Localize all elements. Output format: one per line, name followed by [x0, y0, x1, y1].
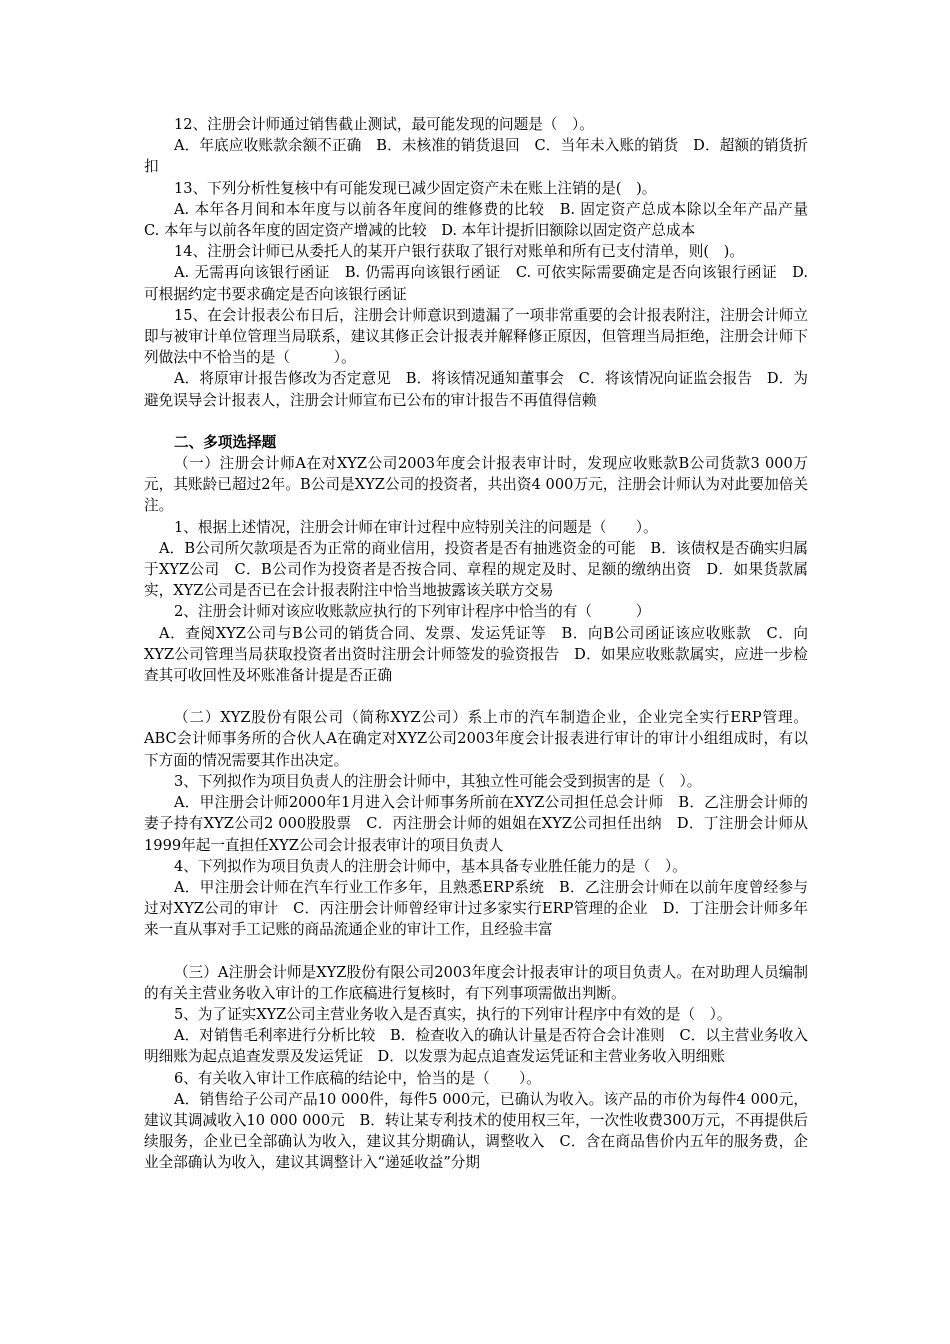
paragraph: （二）XYZ股份有限公司（简称XYZ公司）系上市的汽车制造企业，企业完全实行ERP管理。ABC会计师事务所的合伙人A在确定对XYZ公司2003年度会计报表进行审计的审计小组组成时，有以下方面的情况需要其作出决定。 — [144, 709, 808, 769]
paragraph: A．甲注册会计师2000年1月进入会计师事务所前在XYZ公司担任总会计师 B．乙注册会计师的妻子持有XYZ公司2 000股股票 C．丙注册会计师的姐姐在XYZ公司担任出纳 D．丁注册会计师从1999年起一直担任XYZ公司会计报表审计的项目负责人 — [144, 794, 808, 854]
blank-line — [144, 941, 808, 962]
paragraph: （一）注册会计师A在对XYZ公司2003年度会计报表审计时，发现应收账款B公司货款3 000万元，其账龄已超过2年。B公司是XYZ公司的投资者，共出资4 000万元，注册会计师认为对此要加倍关注。 — [144, 455, 808, 515]
paragraph: 6、有关收入审计工作底稿的结论中，恰当的是（ ）。 — [174, 1069, 541, 1087]
paragraph: A．将原审计报告修改为否定意见 B．将该情况通知董事会 C．将该情况向证监会报告 D．为避免误导会计报表人，注册会计师宣布已公布的审计报告不再值得信赖 — [144, 370, 808, 409]
paragraph: A．对销售毛利率进行分析比较 B．检查收入的确认计量是否符合会计准则 C．以主营业务收入明细账为起点追查发票及发运凭证 D．以发票为起点追查发运凭证和主营业务收入明细账 — [144, 1027, 808, 1066]
paragraph: 13、下列分析性复核中有可能发现已减少固定资产未在账上注销的是( )。 — [174, 179, 657, 197]
paragraph: A. 无需再向该银行函证 B. 仍需再向该银行函证 C. 可依实际需要确定是否向该银行函证 D. 可根据约定书要求确定是否向该银行函证 — [144, 264, 808, 303]
paragraph: 5、为了证实XYZ公司主营业务收入是否真实，执行的下列审计程序中有效的是（ ）。 — [174, 1005, 732, 1023]
paragraph: A．查阅XYZ公司与B公司的销货合同、发票、发运凭证等 B．向B公司函证该应收账款 C．向XYZ公司管理当局获取投资者出资时注册会计师签发的验资报告 D．如果应收账款属实，应进一步检查其可收回性及坏账准备计提是否正确 — [144, 624, 808, 685]
paragraph: 3、下列拟作为项目负责人的注册会计师中，其独立性可能会受到损害的是（ ）。 — [174, 772, 702, 790]
section-heading: 二、多项选择题 — [174, 433, 277, 451]
paragraph: A．销售给子公司产品10 000件，每件5 000元，已确认为收入。该产品的市价为每件4 000元，建议其调减收入10 000 000元 B．转让某专利技术的使用权三年，一次性收费300万元，不再提供后续服务，企业已全部确认为收入，建议其分期确认，调整收入 C．含在商品售价内五年的服务费，企业全部确认为收入，建议其调整计入“递延收益”分期 — [144, 1090, 808, 1172]
paragraph: A．年底应收账款余额不正确 B．未核准的销货退回 C．当年未入账的销货 D．超额的销货折扣 — [144, 137, 808, 176]
paragraph: 2、注册会计师对该应收账款应执行的下列审计程序中恰当的有（ ） — [174, 603, 651, 621]
paragraph: 14、注册会计师已从委托人的某开户银行获取了银行对账单和所有已支付清单，则( )。 — [174, 243, 744, 261]
blank-line — [144, 686, 808, 707]
paragraph: 12、注册会计师通过销售截止测试，最可能发现的问题是（ ）。 — [174, 116, 594, 133]
paragraph: 4、下列拟作为项目负责人的注册会计师中，基本具备专业胜任能力的是（ ）。 — [174, 857, 687, 875]
paragraph: A．B公司所欠款项是否为正常的商业信用，投资者是否有抽逃资金的可能 B．该债权是否确实归属于XYZ公司 C．B公司作为投资者是否按合同、章程的规定及时、足额的缴纳出资 D．如果货款属实，XYZ公司是否已在会计报表附注中恰当地披露该关联方交易 — [144, 539, 808, 600]
paragraph: A. 本年各月间和本年度与以前各年度间的维修费的比较 B. 固定资产总成本除以全年产品产量 C. 本年与以前各年度的固定资产增减的比较 D. 本年计提折旧额除以固定资产总成本 — [144, 200, 823, 240]
blank-line — [144, 411, 808, 432]
paragraph: 1、根据上述情况，注册会计师在审计过程中应特别关注的问题是（ ）。 — [174, 518, 658, 536]
paragraph: 15、在会计报表公布日后，注册会计师意识到遗漏了一项非常重要的会计报表附注，注册会计师立即与被审计单位管理当局联系，建议其修正会计报表并解释修正原因，但管理当局拒绝，注册会计师下列做法中不恰当的是（ ）。 — [144, 306, 808, 367]
paragraph: A．甲注册会计师在汽车行业工作多年，且熟悉ERP系统 B．乙注册会计师在以前年度曾经参与过对XYZ公司的审计 C．丙注册会计师曾经审计过多家实行ERP管理的企业 D．丁注册会计师多年来一直从事对手工记账的商品流通企业的审计工作，且经验丰富 — [144, 878, 808, 939]
paragraph: （三）A注册会计师是XYZ股份有限公司2003年度会计报表审计的项目负责人。在对助理人员编制的有关主营业务收入审计的工作底稿进行复核时，有下列事项需做出判断。 — [144, 963, 808, 1002]
